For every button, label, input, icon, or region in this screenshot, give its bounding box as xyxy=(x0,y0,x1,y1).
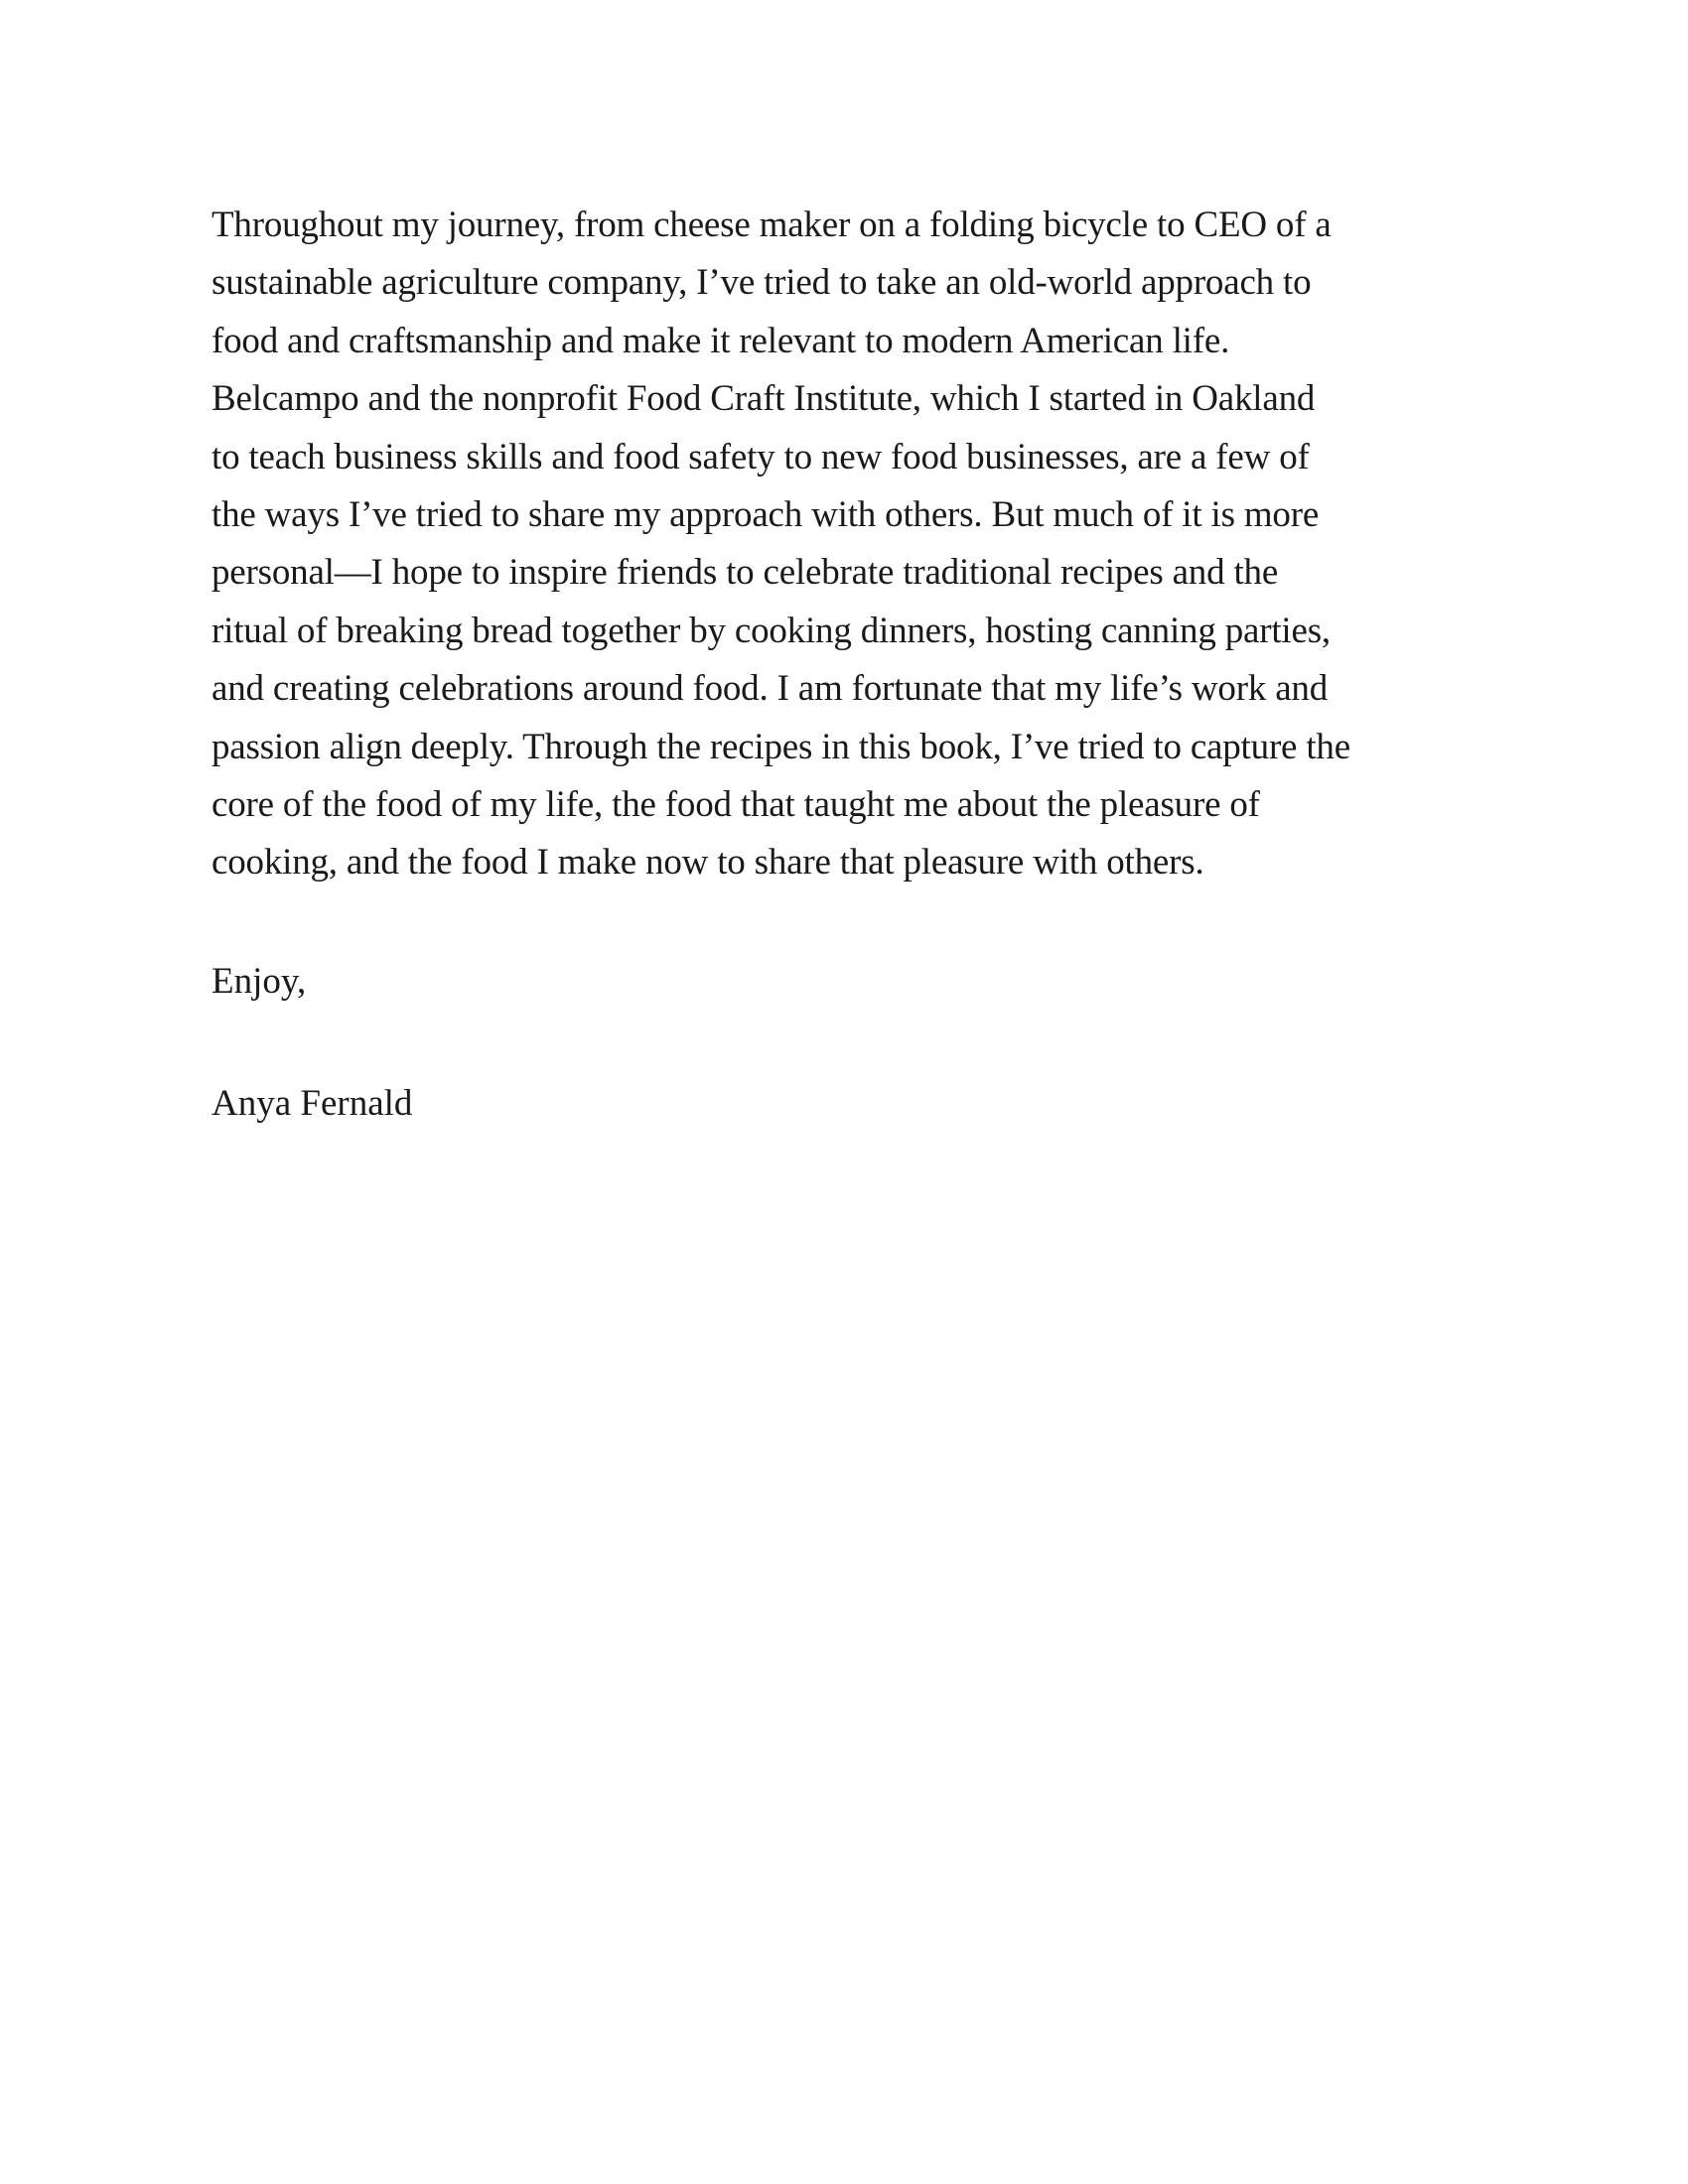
body-line: the ways I’ve tried to share my approach with others. But much of it is more xyxy=(211,494,1320,536)
body-line: Belcampo and the nonprofit Food Craft Institute, which I started in Oakland xyxy=(211,378,1316,420)
body-line: passion align deeply. Through the recipes in this book, I’ve tried to capture the xyxy=(211,726,1350,767)
body-line: core of the food of my life, the food that taught me about the pleasure of xyxy=(211,784,1260,826)
letter-closing: Enjoy, xyxy=(211,961,307,1002)
letter-signature: Anya Fernald xyxy=(211,1083,413,1124)
body-line: and creating celebrations around food. I am fortunate that my life’s work and xyxy=(211,668,1329,710)
body-line: food and craftsmanship and make it relevant to modern American life. xyxy=(211,320,1230,361)
letter-body xyxy=(211,197,1502,892)
body-line: to teach business skills and food safety to new food businesses, are a few of xyxy=(211,436,1310,478)
body-line: Throughout my journey, from cheese maker on a folding bicycle to CEO of a xyxy=(211,205,1332,245)
body-line: ritual of breaking bread together by cooking dinners, hosting canning parties, xyxy=(211,610,1331,651)
body-line: sustainable agriculture company, I’ve tried to take an old-world approach to xyxy=(211,262,1312,304)
body-line: cooking, and the food I make now to share that pleasure with others. xyxy=(211,842,1204,884)
body-line: personal—I hope to inspire friends to celebrate traditional recipes and the xyxy=(211,552,1279,594)
